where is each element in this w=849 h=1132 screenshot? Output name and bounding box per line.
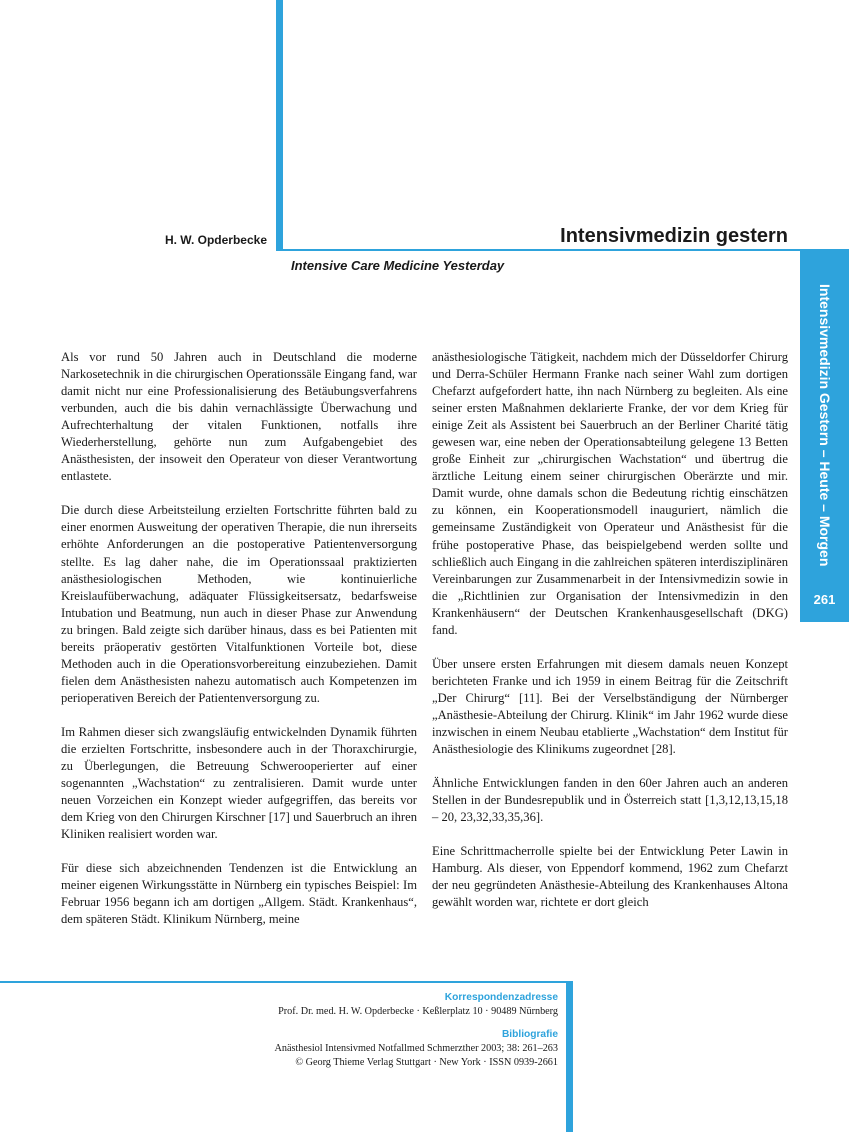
footer-info xyxy=(275,991,559,1070)
top-accent-bar xyxy=(276,0,283,251)
paragraph: Im Rahmen dieser sich zwangsläufig entwickelnden Dynamik führten die erzielten Fortschritte, insbesondere auch in der Thoraxchirurgie, zu Überlegungen, die Betreuung Schwerooperierter auf einer sogenannten „Wachstation“ zu zentralisieren. Damit wurde unter neuen Vorzeichen ein Konzept wieder aufgegriffen, das bereits vor dem Krieg von den Chirurgen Kirschner [17] und Sauerbruch an ihren Kliniken realisiert worden war. xyxy=(61,724,417,842)
section-tab-label: Intensivmedizin Gestern – Heute – Morgen xyxy=(817,283,833,567)
article-subtitle: Intensive Care Medicine Yesterday xyxy=(291,258,505,273)
correspondence-address: Prof. Dr. med. H. W. Opderbecke · Keßlerplatz 10 · 90489 Nürnberg xyxy=(278,1006,558,1017)
bibliography-heading: Bibliografie xyxy=(501,1029,558,1040)
paragraph: Für diese sich abzeichnenden Tendenzen ist die Entwicklung an meiner eigenen Wirkungsstätte in Nürnberg ein typisches Beispiel: Im Februar 1956 begann ich am dortigen „Allgem. Städt. Krankenhaus“, dem späteren Städt. Klinikum Nürnberg, meine xyxy=(61,861,417,927)
paragraph: Als vor rund 50 Jahren auch in Deutschland die moderne Narkosetechnik in die chirurgischen Operationssäle Eingang fand, war damit nicht nur eine Professionalisierung des Betäubungsverfahrens verbunden, auch die bis dahin vernachlässigte Überwachung und Aufrechterhaltung der vitalen Funktionen, notfalls ihre Wiederherstellung, gehörte nun zum Aufgabengebiet des Anästhesisten, der insoweit den Operateur von dieser Verantwortung entlastete. xyxy=(61,350,417,484)
paragraph: Eine Schrittmacherrolle spielte bei der Entwicklung Peter Lawin in Hamburg. Als dieser, von Eppendorf kommend, 1962 zum Chefarzt der neu gegründeten Anästhesie-Abteilung des Krankenhauses Altona gewählt worden war, richtete er dort gleich xyxy=(432,844,788,910)
correspondence-heading: Korrespondenzadresse xyxy=(444,992,558,1003)
page-number: 261 xyxy=(813,592,836,607)
author-name: H. W. Opderbecke xyxy=(164,233,267,247)
footer-accent-bar xyxy=(566,981,573,1132)
footer-rule xyxy=(0,981,573,983)
paragraph: Ähnliche Entwicklungen fanden in den 60er Jahren auch an anderen Stellen in der Bundesrepublik und in Österreich statt [1,3,12,13,15,18 – 20, 23,32,33,35,36]. xyxy=(432,776,788,825)
body-column-right xyxy=(432,349,788,928)
paragraph: Über unsere ersten Erfahrungen mit diesem damals neuen Konzept berichteten Franke und ich 1959 in einem Beitrag für die Zeitschrift „Der Chirurg“ [11]. Bei der Verselbständigung der Nürnberger „Anästhesie-Abteilung der Chirurg. Klinik“ im Jahr 1962 wurde diese inzwischen in einem Neubau etablierte „Wachstation“ dem Institut für Anästhesiologie des Klinikums zugeordnet [28]. xyxy=(432,656,788,757)
body-column-left xyxy=(61,349,417,945)
paragraph: anästhesiologische Tätigkeit, nachdem mich der Düsseldorfer Chirurg und Derra-Schüler Hermann Franke nach seiner Wahl zum dortigen Chefarzt aufgefordert hatte, ihn nach Nürnberg zu begleiten. Als eine seiner ersten Maßnahmen deklarierte Franke, der vor dem Krieg für einige Zeit als Assistent bei Sauerbruch an der Berliner Charité tätig gewesen war, eine neben der Operationsabteilung gelegene 13 Betten große Einheit zur „chirurgischen Wachstation“ und übertrug die ärztliche Leitung einem seiner chirurgischen Oberärzte und mir. Damit wurde, ohne damals schon die Bedeutung richtig einschätzen zu können, ein Kooperationsmodell inauguriert, nämlich die gemeinsame Zuständigkeit von Operateur und Anästhesist für die frühe postoperative Phase, das beispielgebend werden sollte und schließlich auch Eingang in die zahlreichen späteren interdisziplinären Vereinbarungen zur Zusammenarbeit in der Intensivmedizin sowie in die „Richtlinien zur Organisation der Intensivmedizin in den Krankenhäusern“ der Deutschen Krankenhausgesellschaft (DKG) fand. xyxy=(432,350,788,637)
section-side-tab xyxy=(800,251,849,622)
article-title: Intensivmedizin gestern xyxy=(560,225,788,247)
bibliography-publisher: © Georg Thieme Verlag Stuttgart · New York · ISSN 0939-2661 xyxy=(295,1057,558,1068)
paragraph: Die durch diese Arbeitsteilung erzielten Fortschritte führten bald zu einer enormen Ausweitung der operativen Therapie, die nun ihrerseits erhöhte Anforderungen an die postoperative Patientenversorgung stellte. Es lag daher nahe, die im Operationssaal praktizierten anästhesiologischen Methoden, wie kontinuierliche Kreislaufüberwachung, adäquater Flüssigkeitsersatz, bedarfsweise Intubation und Beatmung, nun auch in dieser Phase zur Anwendung zu bringen. Bald zeigte sich darüber hinaus, dass es bei Patienten mit bereits präoperativ gestörten Vitalfunktionen Vorteile bot, diese Methoden auch in die Operationsvorbereitung einzubeziehen. Damit fielen dem Anästhesisten nahezu automatisch auch Kompetenzen im perioperativen Bereich der Patientenversorgung zu. xyxy=(61,503,417,705)
bibliography-citation: Anästhesiol Intensivmed Notfallmed Schmerzther 2003; 38: 261–263 xyxy=(274,1043,558,1054)
header-rule xyxy=(276,249,849,251)
